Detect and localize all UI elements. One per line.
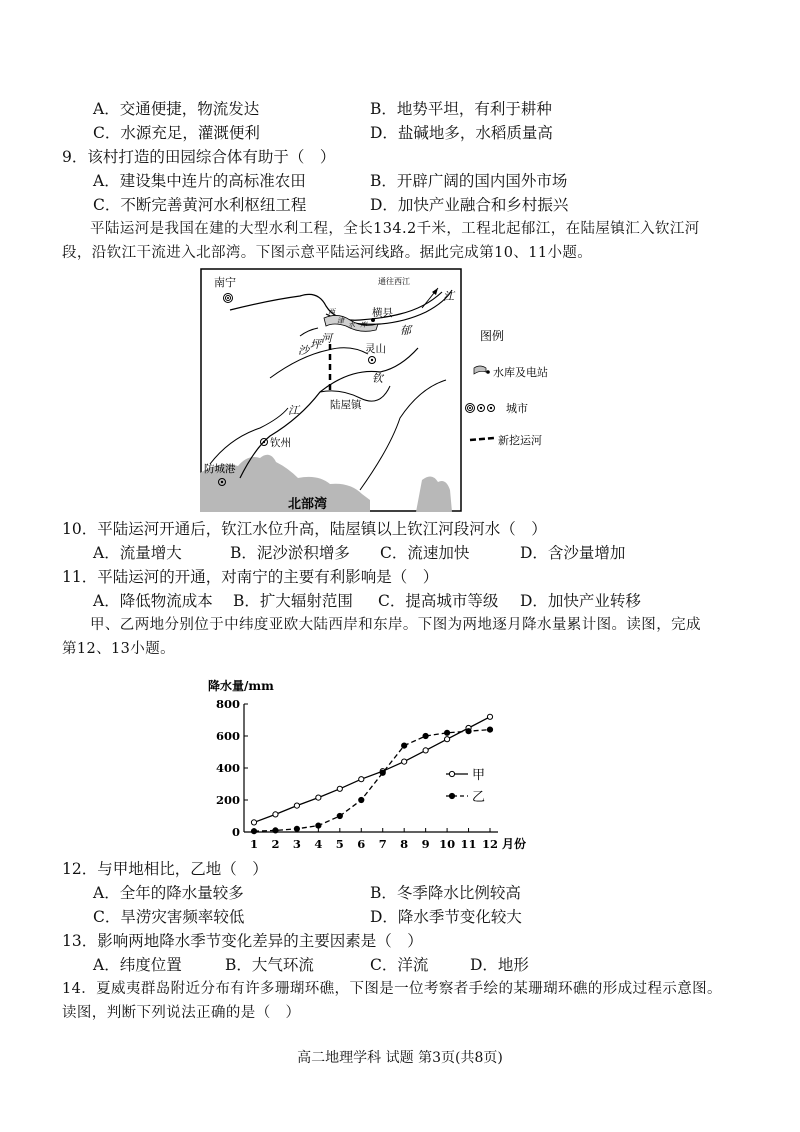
- q13-option-c: C．洋流: [370, 956, 429, 974]
- series-0-point-9: [423, 748, 428, 753]
- intro1-line1: 平陆运河是我国在建的大型水利工程，全长134.2千米，工程北起郁江，在陆屋镇汇入钦江河: [90, 221, 700, 237]
- series-1-point-7: [380, 770, 385, 775]
- label-shaping-2: 坪: [310, 338, 321, 351]
- x-tick-label-2: 2: [271, 837, 280, 851]
- series-0-point-12: [487, 714, 492, 719]
- label-nanning: 南宁: [214, 276, 236, 289]
- series-1-line: [254, 730, 490, 832]
- legend-canal: 新挖运河: [498, 434, 542, 447]
- q13-option-d: D．地形: [470, 956, 529, 974]
- q12-option-c: C．旱涝灾害频率较低: [93, 908, 245, 926]
- label-qin: 钦: [372, 372, 383, 385]
- series-1-point-4: [316, 823, 321, 828]
- series-1-point-1: [251, 829, 256, 834]
- page-footer: 高二地理学科 试题 第3页(共8页): [297, 1050, 503, 1066]
- y-tick-label-400: 400: [215, 761, 240, 775]
- q12-option-b: B．冬季降水比例较高: [370, 884, 521, 902]
- series-0-point-3: [294, 803, 299, 808]
- canal-legend-icon: [470, 438, 494, 440]
- x-tick-label-12: 12: [481, 837, 499, 851]
- x-tick-label-8: 8: [400, 837, 409, 851]
- q11-option-c: C．提高城市等级: [378, 592, 499, 610]
- label-shaping-1: 沙: [298, 344, 309, 357]
- legend-marker-0: [449, 771, 454, 776]
- intro1-line2: 段，沿钦江干流进入北部湾。下图示意平陆运河线路。据此完成第10、11小题。: [62, 245, 593, 261]
- y-tick-label-800: 800: [215, 697, 240, 711]
- legend-marker-1: [449, 793, 454, 798]
- label-hengxian: 横县: [372, 307, 393, 319]
- series-1-point-8: [402, 743, 407, 748]
- series-1-point-3: [294, 826, 299, 831]
- q11-option-d: D．加快产业转移: [520, 592, 641, 610]
- canal-route-map: [200, 268, 462, 512]
- intro2-line1: 甲、乙两地分别位于中纬度亚欧大陆西岸和东岸。下图为两地逐月降水量累计图。读图，完成: [90, 617, 701, 633]
- x-tick-label-1: 1: [249, 837, 259, 851]
- label-fangcheng: 防城港: [204, 463, 236, 475]
- q10-option-a: A．流量增大: [93, 544, 182, 562]
- x-tick-label-4: 4: [314, 837, 323, 851]
- series-1-point-11: [466, 729, 471, 734]
- q14-line1: 14．夏威夷群岛附近分布有许多珊瑚环礁，下图是一位考察者手绘的某珊瑚环礁的形成过程示意图。: [62, 981, 722, 997]
- y-tick-label-0: 0: [231, 825, 240, 839]
- label-xijin-1: 西: [328, 308, 335, 316]
- q10-option-b: B．泥沙淤积增多: [230, 544, 350, 562]
- q12-stem: 12．与甲地相比，乙地（ ）: [62, 860, 268, 878]
- q12-option-a: A．全年的降水量较多: [93, 884, 244, 902]
- q13-option-b: B．大气环流: [225, 956, 314, 974]
- q8-option-a: A．交通便捷，物流发达: [93, 100, 260, 118]
- series-0-point-10: [444, 737, 449, 742]
- label-xijin-3: 水: [348, 321, 355, 329]
- q12-option-d: D．降水季节变化较大: [370, 908, 522, 926]
- legend-city: 城市: [506, 402, 528, 415]
- y-tick-label-200: 200: [215, 793, 240, 807]
- label-jiang-bottom: 江: [288, 404, 299, 417]
- series-1-point-6: [359, 797, 364, 802]
- label-lingshan: 灵山: [365, 343, 386, 355]
- series-0-point-1: [251, 820, 256, 825]
- q8-option-b: B．地势平坦，有利于耕种: [370, 100, 552, 118]
- legend-title: 图例: [480, 329, 505, 343]
- map-legend: [460, 326, 580, 448]
- series-1-point-9: [423, 733, 428, 738]
- q11-option-a: A．降低物流成本: [93, 592, 213, 610]
- series-0-point-4: [316, 795, 321, 800]
- q9-option-b: B．开辟广阔的国内国外市场: [370, 172, 568, 190]
- label-shaping-3: 河: [321, 332, 332, 345]
- q9-option-a: A．建设集中连片的高标准农田: [93, 172, 306, 190]
- series-1-point-10: [444, 730, 449, 735]
- series-1-point-5: [337, 813, 342, 818]
- x-tick-label-11: 11: [460, 837, 477, 851]
- series-1-point-12: [487, 727, 492, 732]
- reservoir-icon: [474, 366, 486, 374]
- x-tick-label-6: 6: [357, 837, 366, 851]
- cumulative-precipitation-chart: [190, 672, 540, 862]
- q8-option-d: D．盐碱地多，水稻质量高: [370, 124, 553, 142]
- label-jiang-top: 江: [443, 290, 454, 303]
- x-tick-label-9: 9: [421, 837, 430, 851]
- x-tick-label-5: 5: [335, 837, 344, 851]
- q11-stem: 11．平陆运河的开通，对南宁的主要有利影响是（ ）: [62, 568, 439, 586]
- series-0-point-2: [273, 812, 278, 817]
- label-yu: 郁: [400, 324, 411, 337]
- label-beibuwan: 北部湾: [288, 497, 328, 512]
- series-0-point-6: [359, 777, 364, 782]
- series-0-point-5: [337, 786, 342, 791]
- label-xijin-2: 津: [337, 317, 344, 325]
- q9-option-c: C．不断完善黄河水利枢纽工程: [93, 196, 307, 214]
- chart-x-axis-label: 月份: [502, 837, 527, 851]
- q10-stem: 10．平陆运河开通后，钦江水位升高，陆屋镇以上钦江河段河水（ ）: [62, 520, 547, 538]
- q9-option-d: D．加快产业融合和乡村振兴: [370, 196, 569, 214]
- q13-option-a: A．纬度位置: [93, 956, 182, 974]
- q14-line2: 读图，判断下列说法正确的是（ ）: [62, 1005, 301, 1021]
- q13-stem: 13．影响两地降水季节变化差异的主要因素是（ ）: [62, 932, 423, 950]
- q9-stem: 9．该村打造的田园综合体有助于（ ）: [62, 148, 336, 166]
- chart-y-axis-label: 降水量/mm: [208, 679, 274, 693]
- intro2-line2: 第12、13小题。: [62, 641, 176, 657]
- power-station-icon: [486, 370, 490, 374]
- label-qinzhou: 钦州: [270, 437, 291, 449]
- q8-option-c: C．水源充足，灌溉便利: [93, 124, 260, 142]
- label-to-xijiang: 通往西江: [378, 277, 410, 286]
- x-tick-label-10: 10: [439, 837, 456, 851]
- q10-option-d: D．含沙量增加: [520, 544, 626, 562]
- q11-option-b: B．扩大辐射范围: [233, 592, 353, 610]
- x-tick-label-7: 7: [378, 837, 387, 851]
- series-1-point-2: [273, 828, 278, 833]
- label-xijin-4: 库: [360, 321, 367, 329]
- q10-option-c: C．流速加快: [380, 544, 470, 562]
- series-0-point-8: [402, 759, 407, 764]
- x-tick-label-3: 3: [292, 837, 301, 851]
- legend-reservoir: 水库及电站: [493, 366, 548, 379]
- city-levels-icon: [466, 404, 495, 413]
- y-tick-label-600: 600: [215, 729, 240, 743]
- label-luwu: 陆屋镇: [330, 399, 362, 411]
- legend-label-0: 甲: [472, 768, 486, 783]
- legend-label-1: 乙: [472, 790, 486, 805]
